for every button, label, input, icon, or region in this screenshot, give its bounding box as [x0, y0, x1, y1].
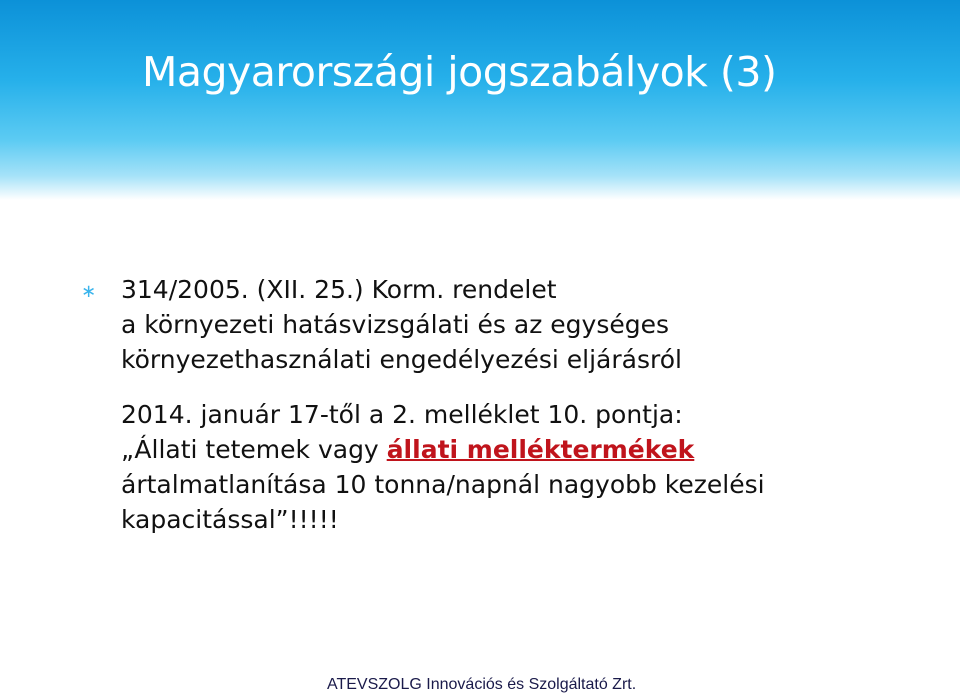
slide-body — [81, 272, 941, 537]
paragraph-gap — [121, 377, 941, 397]
annex-date-line: 2014. január 17-től a 2. melléklet 10. pontja: — [121, 400, 683, 429]
annex-quote-line-4: kapacitással”!!!!! — [121, 505, 339, 534]
regulation-line: 314/2005. (XII. 25.) Korm. rendelet — [121, 275, 557, 304]
header-gradient-band — [0, 0, 960, 200]
regulation-title-line-1: a környezeti hatásvizsgálati és az egységes — [121, 310, 670, 339]
regulation-title-line-2: környezethasználati engedélyezési eljárásról — [121, 345, 682, 374]
asterisk-bullet-icon: ∗ — [81, 281, 97, 302]
paragraph-regulation — [81, 272, 941, 377]
paragraph-annex — [121, 397, 941, 537]
quote-start-text: „Állati tetemek vagy — [121, 435, 387, 464]
footer-company: ATEVSZOLG Innovációs és Szolgáltató Zrt. — [327, 676, 637, 693]
slide-title: Magyarországi jogszabályok (3) — [142, 48, 777, 96]
annex-quote-line — [121, 432, 941, 467]
highlighted-by-products: állati melléktermékek — [386, 435, 695, 464]
annex-quote-line-3: ártalmatlanítása 10 tonna/napnál nagyobb kezelési — [121, 470, 765, 499]
